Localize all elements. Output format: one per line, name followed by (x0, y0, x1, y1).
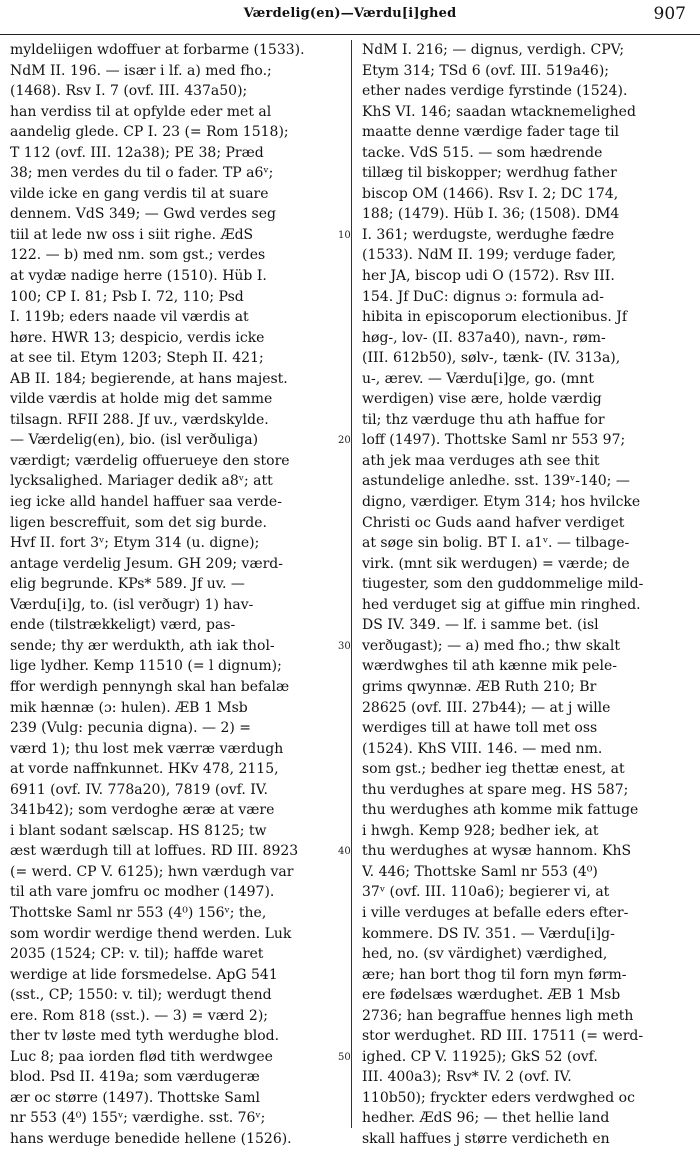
right-column-line: virk. (mnt sik werdugen) = værde; de (362, 555, 630, 572)
left-column-line: NdM II. 196. — især i lf. a) med fho.; (10, 62, 272, 79)
left-column-line: tiil at lede nw oss i siit righe. ÆdS (10, 226, 254, 243)
left-column-line: værd 1); thu lost mek værræ værdugh (10, 740, 284, 757)
left-column-line: Thottske Saml nr 553 (4⁰) 156ᵛ; the, (10, 904, 267, 921)
left-column-line: ther tv løste med tyth werdughe blod. (10, 1028, 280, 1045)
right-column-line: thu werdughes at wysæ hannom. KhS (362, 843, 632, 860)
right-column-line: ere fødelsæs wærdughet. ÆB 1 Msb (362, 987, 621, 1004)
left-column-line: werdige at lide forsmedelse. ApG 541 (10, 966, 278, 983)
right-column-line: grims qwynnæ. ÆB Ruth 210; Br (362, 678, 597, 695)
page-number: 907 (653, 4, 686, 24)
left-column-line: 6911 (ovf. IV. 778a20), 7819 (ovf. IV. (10, 781, 268, 798)
left-column-line: dennem. VdS 349; — Gwd verdes seg (10, 206, 276, 223)
right-column-line: 154. Jf DuC: dignus ɔ: formula ad- (362, 288, 604, 305)
right-column-line: i ville verduges at befalle eders efter- (362, 904, 629, 921)
right-column-line: loff (1497). Thottske Saml nr 553 97; (362, 432, 626, 449)
right-column-line: (1533). NdM II. 199; verduge fader, (362, 247, 617, 264)
line-number: 50 (338, 1051, 351, 1063)
left-column-line: ende (tilstrækkeligt) værd, pas- (10, 617, 236, 634)
right-column-line: til; thz værduge thu ath haffue for (362, 411, 605, 428)
right-column-line: skall haffues j større verdicheth en (362, 1130, 610, 1147)
left-column-line: tilsagn. RFII 288. Jf uv., værdskylde. (10, 411, 269, 428)
right-column-line: thu werdughes ath komme mik fattuge (362, 802, 639, 819)
right-column-line: digno, værdiger. Etym 314; hos hvilcke (362, 494, 641, 511)
right-column-line: tacke. VdS 515. — som hædrende (362, 144, 603, 161)
right-column-line: werdiges till at hawe toll met oss (362, 720, 598, 737)
right-column-line: tiugester, som den guddommelige mild- (362, 576, 644, 593)
right-column-line: hed verduget sig at giffue min ringhed. (362, 596, 641, 613)
right-column-line: III. 400a3); Rsv* IV. 2 (ovf. IV. (362, 1069, 572, 1086)
left-column-line: 122. — b) med nm. som gst.; verdes (10, 247, 266, 264)
right-column-line: 37ᵛ (ovf. III. 110a6); begierer vi, at (362, 884, 610, 901)
left-column-line: myldeliigen wdoffuer at forbarme (1533). (10, 42, 305, 58)
left-column-line: Værdu[i]g, to. (isl verðugr) 1) hav- (10, 596, 254, 613)
line-number: 30 (338, 640, 351, 652)
left-column-line: 2035 (1524; CP: v. til); haffde waret (10, 946, 264, 963)
right-column-line: (1524). KhS VIII. 146. — med nm. (362, 740, 603, 757)
right-column (362, 40, 692, 1150)
left-column-line: ere. Rom 818 (sst.). — 3) = værd 2); (10, 1007, 269, 1024)
left-column-line: blod. Psd II. 419a; som værdugeræ (10, 1069, 260, 1086)
left-column-line: æst wærdugh till at loffues. RD III. 8923 (10, 843, 299, 860)
right-column-line: her JA, biscop udi O (1572). Rsv III. (362, 268, 615, 285)
right-column-line: ære; han bort thog til forn myn førm- (362, 966, 627, 983)
left-column-line: værdigt; værdelig offuerueye den store (10, 452, 290, 469)
left-column-line: (sst., CP; 1550: v. til); werdugt thend (10, 987, 272, 1004)
right-column-line: astundelige anledhe. sst. 139ᵛ-140; — (362, 473, 630, 490)
right-column-line: werdigen) vise ære, holde værdig (362, 391, 602, 408)
right-column-line: stor werdughet. RD III. 17511 (= werd- (362, 1028, 644, 1045)
right-column-line: I. 361; werdugste, werdughe fædre (362, 226, 615, 243)
right-column-line: hed, no. (sv värdighet) værdighed, (362, 946, 608, 963)
running-head: Værdelig(en)—Værdu[i]ghed (243, 6, 457, 21)
right-column-line: u-, ærev. — Værdu[i]ge, go. (mnt (362, 370, 595, 387)
left-column-line: aandelig glede. CP I. 23 (= Rom 1518); (10, 124, 289, 141)
line-number: 20 (338, 435, 351, 447)
left-column-line: i blant sodant sælscap. HS 8125; tw (10, 822, 267, 839)
right-column-line: Etym 314; TSd 6 (ovf. III. 519a46); (362, 62, 610, 79)
left-column-line: (= werd. CP V. 6125); hwn værdugh var (10, 863, 294, 880)
right-column-line: hedher. ÆdS 96; — thet hellie land (362, 1110, 610, 1127)
left-column-line: ligen bescreffuit, som det sig burde. (10, 514, 267, 531)
right-column-line: DS IV. 349. — lf. i samme bet. (isl (362, 617, 599, 634)
right-column-line: 28625 (ovf. III. 27b44); — at j wille (362, 699, 611, 716)
left-column-line: ieg icke alld handel haffuer saa verde- (10, 494, 282, 511)
left-column-line: (1468). Rsv I. 7 (ovf. III. 437a50); (10, 83, 248, 100)
left-column-line: 100; CP I. 81; Psb I. 72, 110; Psd (10, 288, 244, 305)
left-column-line: hans werduge benedide hellene (1526). (10, 1130, 292, 1147)
left-column-line: — Værdelig(en), bio. (isl verðuliga) (10, 432, 259, 449)
left-column-line: Hvf II. fort 3ᵛ; Etym 314 (u. digne); (10, 535, 260, 552)
left-column-line: AB II. 184; begierende, at hans majest. (10, 370, 288, 387)
right-column-line: ighed. CP V. 11925); GkS 52 (ovf. (362, 1048, 598, 1065)
right-column-line: ether nades verdige fyrstinde (1524). (362, 83, 628, 100)
left-column-line: at vorde naffnkunnet. HKv 478, 2115, (10, 761, 279, 778)
left-column-line: 341b42); som verdoghe æræ at være (10, 802, 275, 819)
left-column-line: mik hænnæ (ɔ: hulen). ÆB 1 Msb (10, 699, 248, 716)
right-column-line: KhS VI. 146; saadan wtacknemelighed (362, 103, 636, 120)
left-column-line: Luc 8; paa iorden flød tith werdwgee (10, 1048, 273, 1065)
right-column-line: som gst.; bedher ieg thettæ enest, at (362, 761, 625, 778)
right-column-line: høg-, lov- (II. 837a40), navn-, røm- (362, 329, 606, 346)
right-column-line: NdM I. 216; — dignus, verdigh. CPV; (362, 42, 625, 58)
right-column-line: V. 446; Thottske Saml nr 553 (4⁰) (362, 863, 598, 880)
right-column-line: 188; (1479). Hüb I. 36; (1508). DM4 (362, 206, 620, 223)
left-column-line: I. 119b; eders naade vil værdis at (10, 309, 249, 326)
left-column-line: vilde værdis at holde mig det samme (10, 391, 273, 408)
line-number: 10 (338, 229, 351, 241)
right-column-line: (III. 612b50), sølv-, tænk- (IV. 313a), (362, 350, 621, 367)
left-column-line: at see til. Etym 1203; Steph II. 421; (10, 350, 264, 367)
left-column-line: nr 553 (4⁰) 155ᵛ; værdighe. sst. 76ᵛ; (10, 1110, 266, 1127)
right-column-line: Christi oc Guds aand hafver verdiget (362, 514, 625, 531)
column-divider (351, 40, 352, 1128)
left-column (10, 40, 335, 1150)
left-column-line: 38; men verdes du til o fader. TP a6ᵛ; (10, 165, 274, 182)
left-column-line: ær oc større (1497). Thottske Saml (10, 1089, 260, 1106)
left-column-line: at vydæ nadige herre (1510). Hüb I. (10, 268, 267, 285)
left-column-line: han verdiss til at opfylde eder met al (10, 103, 272, 120)
left-column-line: til ath vare jomfru oc modher (1497). (10, 884, 275, 901)
left-column-line: lige lydher. Kemp 11510 (= l dignum); (10, 658, 282, 675)
left-column-line: vilde icke en gang verdis til at suare (10, 185, 269, 202)
page-header (0, 0, 700, 35)
right-column-line: 2736; han begraffue hennes ligh meth (362, 1007, 634, 1024)
left-column-line: sende; thy ær werdukth, ath iak thol- (10, 637, 275, 654)
right-column-line: wærdwghes til ath kænne mik pele- (362, 658, 617, 675)
left-column-line: T 112 (ovf. III. 12a38); PE 38; Præd (10, 144, 264, 161)
right-column-line: i hwgh. Kemp 928; bedher iek, at (362, 822, 599, 839)
left-column-line: høre. HWR 13; despicio, verdis icke (10, 329, 265, 346)
right-column-line: maatte denne værdige fader tage til (362, 124, 620, 141)
left-column-line: elig begrunde. KPs* 589. Jf uv. — (10, 576, 245, 593)
line-number: 40 (338, 846, 351, 858)
right-column-line: at søge sin bolig. BT I. a1ᵛ. — tilbage- (362, 535, 630, 552)
right-column-line: kommere. DS IV. 351. — Værdu[i]g- (362, 925, 615, 942)
left-column-line: som wordir werdige thend werden. Luk (10, 925, 292, 942)
left-column-line: ffor werdigh pennyngh skal han befalæ (10, 678, 290, 695)
right-column-line: verðugast); — a) med fho.; thw skalt (362, 637, 620, 654)
right-column-line: ath jek maa verduges ath see thit (362, 452, 600, 469)
right-column-line: thu verdughes at spare meg. HS 587; (362, 781, 629, 798)
right-column-line: hibita in episcoporum electionibus. Jf (362, 309, 628, 326)
right-column-line: biscop OM (1466). Rsv I. 2; DC 174, (362, 185, 619, 202)
left-column-line: antage verdelig Jesum. GH 209; værd- (10, 555, 283, 572)
right-column-line: 110b50); fryckter eders verdwghed oc (362, 1089, 635, 1106)
left-column-line: 239 (Vulg: pecunia digna). — 2) = (10, 720, 251, 737)
left-column-line: lycksalighed. Mariager dedik a8ᵛ; att (10, 473, 273, 490)
right-column-line: tillæg til biskopper; werdhug father (362, 165, 617, 182)
